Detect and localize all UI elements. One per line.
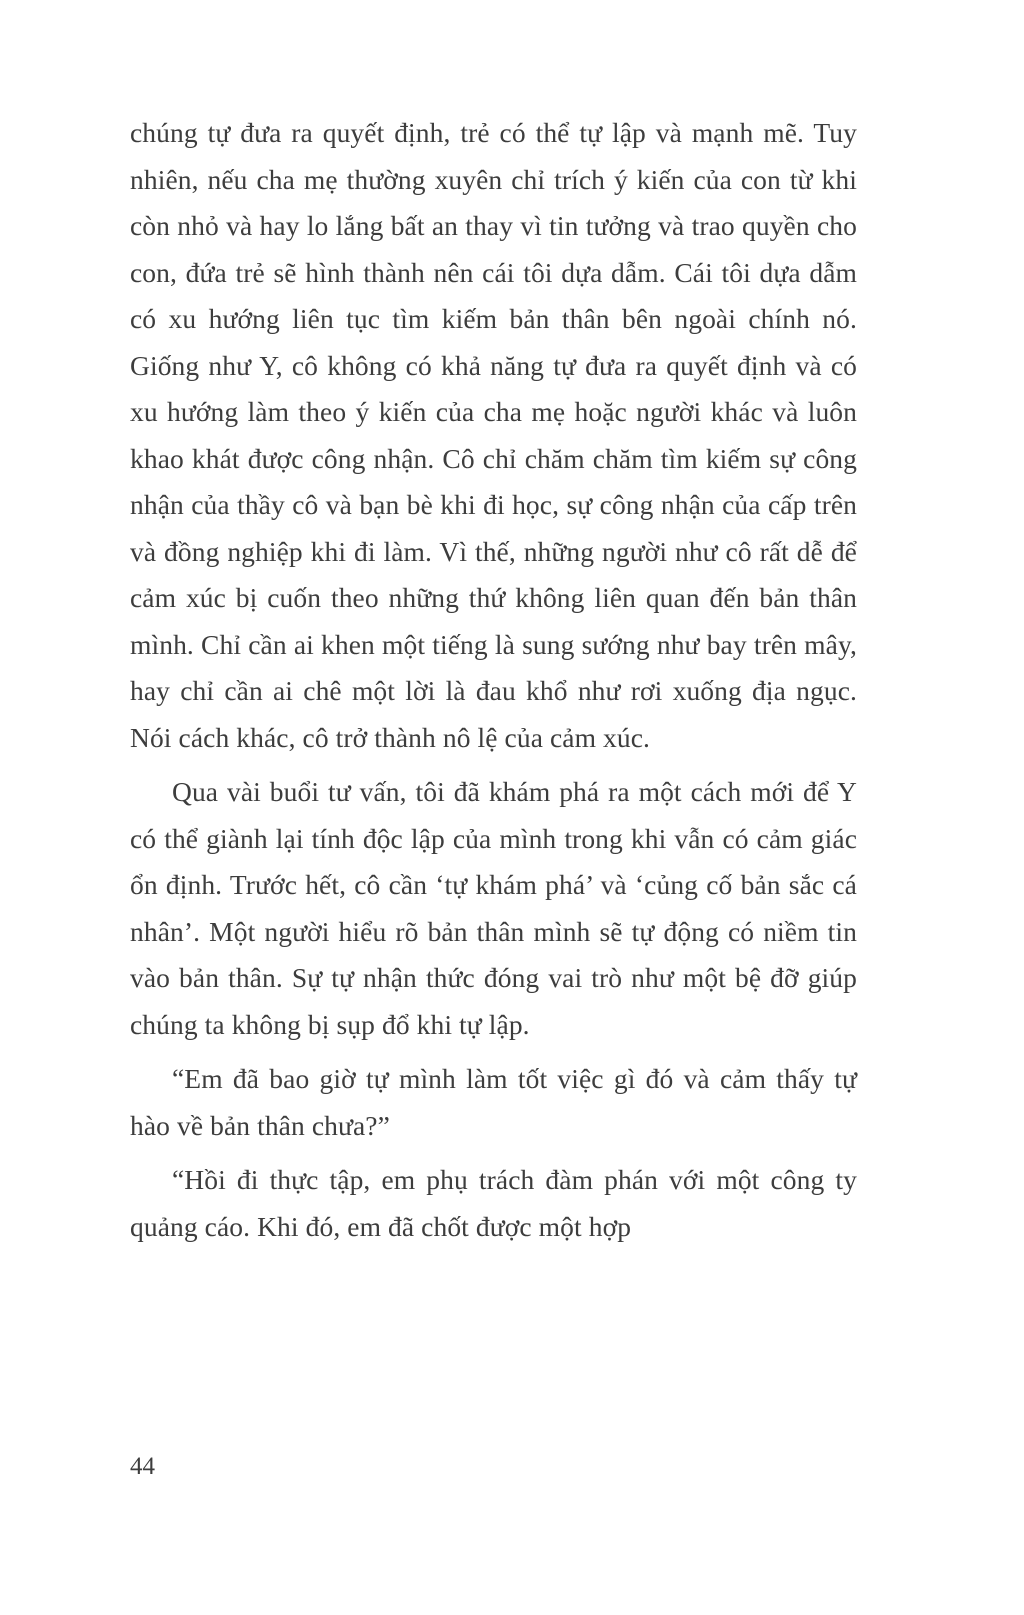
paragraph-counseling: Qua vài buổi tư vấn, tôi đã khám phá ra một cách mới để Y có thể giành lại tính độc lập của mình trong khi vẫn có cảm giác ổn định. Trước hết, cô cần ‘tự khám phá’ và ‘củng cố bản sắc cá nhân’. Một người hiểu rõ bản thân mình sẽ tự động có niềm tin vào bản thân. Sự tự nhận thức đóng vai trò như một bệ đỡ giúp chúng ta không bị sụp đổ khi tự lập. bbox=[130, 776, 857, 1040]
page-number: 44 bbox=[130, 1453, 155, 1480]
paragraph-continuation: chúng tự đưa ra quyết định, trẻ có thể tự lập và mạnh mẽ. Tuy nhiên, nếu cha mẹ thường xuyên chỉ trích ý kiến của con từ khi còn nhỏ và hay lo lắng bất an thay vì tin tưởng và trao quyền cho con, đứa trẻ sẽ hình thành nên cái tôi dựa dẫm. Cái tôi dựa dẫm có xu hướng liên tục tìm kiếm bản thân bên ngoài chính nó. Giống như Y, cô không có khả năng tự đưa ra quyết định và có xu hướng làm theo ý kiến của cha mẹ hoặc người khác và luôn khao khát được công nhận. Cô chỉ chăm chăm tìm kiếm sự công nhận của thầy cô và bạn bè khi đi học, sự công nhận của cấp trên và đồng nghiệp khi đi làm. Vì thế, những người như cô rất dễ để cảm xúc bị cuốn theo những thứ không liên quan đến bản thân mình. Chỉ cần ai khen một tiếng là sung sướng như bay trên mây, hay chỉ cần ai chê một lời là đau khổ như rơi xuống địa ngục. Nói cách khác, cô trở thành nô lệ của cảm xúc. bbox=[130, 117, 857, 753]
paragraph-quote-question: “Em đã bao giờ tự mình làm tốt việc gì đó và cảm thấy tự hào về bản thân chưa?” bbox=[130, 1063, 857, 1141]
paragraph-quote-answer: “Hồi đi thực tập, em phụ trách đàm phán với một công ty quảng cáo. Khi đó, em đã chốt được một hợp bbox=[130, 1164, 857, 1242]
body-text bbox=[130, 110, 857, 1258]
